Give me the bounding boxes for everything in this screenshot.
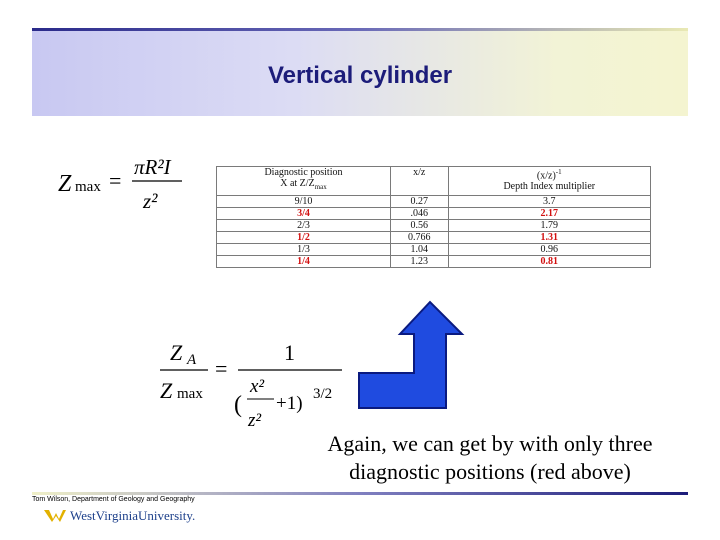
formula2-lhs-den: Z	[160, 378, 173, 403]
formula-zmax-num: πR²I	[134, 155, 171, 179]
cell-xz: 1.23	[390, 256, 448, 268]
equals-sign: =	[109, 168, 122, 193]
header-col1-line1: Diagnostic position	[264, 167, 343, 178]
header-col1-line2-wrap	[219, 178, 388, 193]
formula-zmax-den: z²	[143, 189, 158, 213]
header-col1-line2: X at Z/Z	[280, 178, 315, 189]
open-paren: (	[234, 392, 242, 418]
table-row	[217, 220, 651, 232]
title-band	[32, 30, 688, 116]
formula2-plus: +1)	[276, 393, 303, 414]
diagnostic-table	[216, 166, 651, 268]
cell-position: 1/4	[217, 256, 391, 268]
up-arrow-icon	[356, 300, 466, 412]
formula2-lhs-den-sub: max	[177, 386, 203, 402]
table-row	[217, 196, 651, 208]
table-row	[217, 256, 651, 268]
header-xz: x/z	[390, 167, 448, 196]
formula2-frac-num: x²	[250, 376, 265, 397]
formula2-lhs-num-sub: A	[187, 352, 197, 368]
header-col3-line1-wrap	[451, 167, 648, 181]
formula-za-svg	[156, 336, 356, 440]
formula-za-ratio	[156, 336, 356, 440]
slide-note: Again, we can get by with only three diagnostic positions (red above)	[327, 431, 653, 484]
formula-zmax-svg	[56, 150, 216, 220]
table-row	[217, 232, 651, 244]
cell-xz: .046	[390, 208, 448, 220]
cell-xz: 0.27	[390, 196, 448, 208]
cell-multiplier: 1.31	[448, 232, 650, 244]
slide-title: Vertical cylinder	[267, 62, 453, 89]
cell-position: 1/3	[217, 244, 391, 256]
equals-sign-2: =	[215, 356, 228, 381]
formula2-rhs-num: 1	[284, 340, 295, 365]
formula2-lhs-num: Z	[170, 340, 183, 365]
cell-xz: 0.766	[390, 232, 448, 244]
formula-zmax-lhs-sub: max	[75, 179, 101, 195]
formula-zmax	[56, 150, 216, 220]
formula-zmax-lhs-var: Z	[58, 171, 72, 197]
header-diagnostic-position	[217, 167, 391, 196]
header-col3-line2: Depth Index multiplier	[503, 181, 596, 193]
table-row	[217, 208, 651, 220]
cell-position: 1/2	[217, 232, 391, 244]
cell-multiplier: 0.81	[448, 256, 650, 268]
cell-xz: 1.04	[390, 244, 448, 256]
cell-position: 3/4	[217, 208, 391, 220]
cell-position: 2/3	[217, 220, 391, 232]
formula2-frac-den: z²	[248, 410, 262, 431]
header-col1-sub: max	[314, 183, 327, 191]
table-row	[217, 244, 651, 256]
logo-text: WestVirginiaUniversity.	[70, 508, 196, 523]
header-depth-index	[448, 167, 650, 196]
cell-position: 9/10	[217, 196, 391, 208]
header-col3-line1: (x/z)	[536, 170, 556, 182]
cell-multiplier: 1.79	[448, 220, 650, 232]
footer-credit: Tom Wilson, Department of Geology and Geography	[32, 496, 195, 503]
cell-multiplier: 2.17	[448, 208, 650, 220]
cell-multiplier: 0.96	[448, 244, 650, 256]
arrow-shape	[359, 302, 462, 408]
footer-divider	[32, 492, 688, 495]
formula2-exp: 3/2	[313, 386, 333, 402]
table-header-row	[217, 167, 651, 196]
cell-xz: 0.56	[390, 220, 448, 232]
header-col3-sup: -1	[555, 168, 562, 176]
wvu-logo	[44, 508, 195, 524]
cell-multiplier: 3.7	[448, 196, 650, 208]
wvu-flying-wv-icon	[44, 509, 66, 523]
